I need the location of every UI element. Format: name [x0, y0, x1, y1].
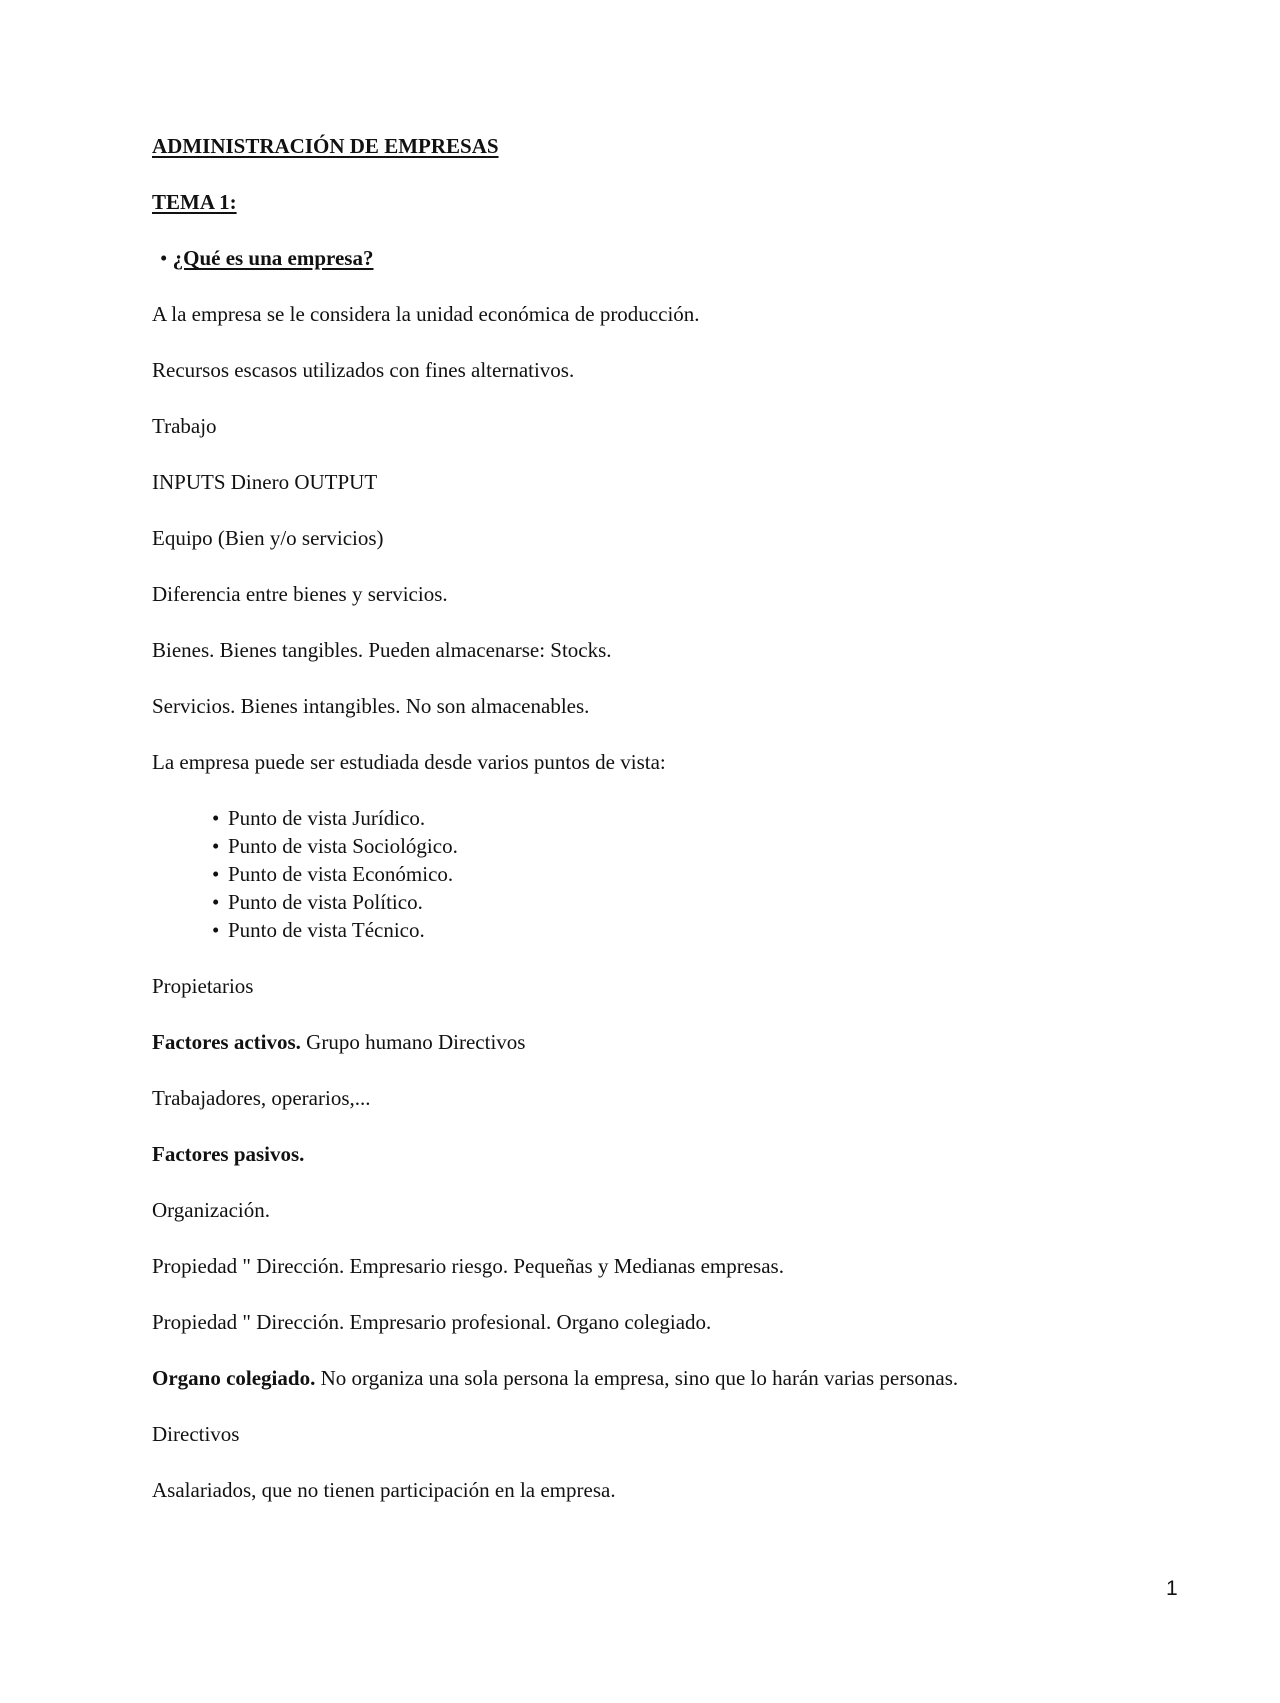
organo-colegiado-line: Organo colegiado. No organiza una sola persona la empresa, sino que lo harán varias personas. [152, 1366, 959, 1390]
question-text: ¿Qué es una empresa? [172, 246, 374, 270]
paragraph: A la empresa se le considera la unidad económica de producción. [152, 302, 700, 326]
paragraph: Bienes. Bienes tangibles. Pueden almacenarse: Stocks. [152, 638, 612, 662]
paragraph: Recursos escasos utilizados con fines alternativos. [152, 358, 575, 382]
term-label: Factores activos. [152, 1030, 301, 1054]
paragraph: La empresa puede ser estudiada desde varios puntos de vista: [152, 750, 666, 774]
paragraph: Propiedad " Dirección. Empresario riesgo. Pequeñas y Medianas empresas. [152, 1254, 784, 1278]
paragraph: INPUTS Dinero OUTPUT [152, 470, 378, 494]
paragraph: Trabajadores, operarios,... [152, 1086, 371, 1110]
bullet-icon: • [212, 862, 220, 886]
paragraph: Servicios. Bienes intangibles. No son almacenables. [152, 694, 590, 718]
bullet-icon: • [212, 834, 220, 858]
factores-activos-line: Factores activos. Grupo humano Directivos [152, 1030, 526, 1054]
paragraph: Equipo (Bien y/o servicios) [152, 526, 384, 550]
paragraph: Diferencia entre bienes y servicios. [152, 582, 448, 606]
section-heading: TEMA 1: [152, 190, 237, 214]
bullet-icon: • [212, 918, 220, 942]
question-heading [160, 245, 373, 271]
list-item: • Punto de vista Jurídico. [212, 806, 426, 830]
list-item: • Punto de vista Político. [212, 890, 423, 914]
paragraph: Trabajo [152, 414, 217, 438]
list-item: • Punto de vista Técnico. [212, 918, 425, 942]
document-title: ADMINISTRACIÓN DE EMPRESAS [152, 134, 499, 158]
paragraph: Propiedad " Dirección. Empresario profesional. Organo colegiado. [152, 1310, 712, 1334]
page-number: 1 [1166, 1577, 1178, 1600]
bullet-icon: • [212, 890, 220, 914]
paragraph: Directivos [152, 1422, 240, 1446]
term-label: Organo colegiado. [152, 1366, 316, 1390]
bullet-icon: • [160, 246, 168, 270]
factores-pasivos-label: Factores pasivos. [152, 1142, 305, 1166]
list-item: • Punto de vista Sociológico. [212, 834, 458, 858]
paragraph: Propietarios [152, 974, 254, 998]
paragraph: Asalariados, que no tienen participación en la empresa. [152, 1478, 616, 1502]
bullet-icon: • [212, 806, 220, 830]
paragraph: Organización. [152, 1198, 270, 1222]
list-item: • Punto de vista Económico. [212, 862, 454, 886]
